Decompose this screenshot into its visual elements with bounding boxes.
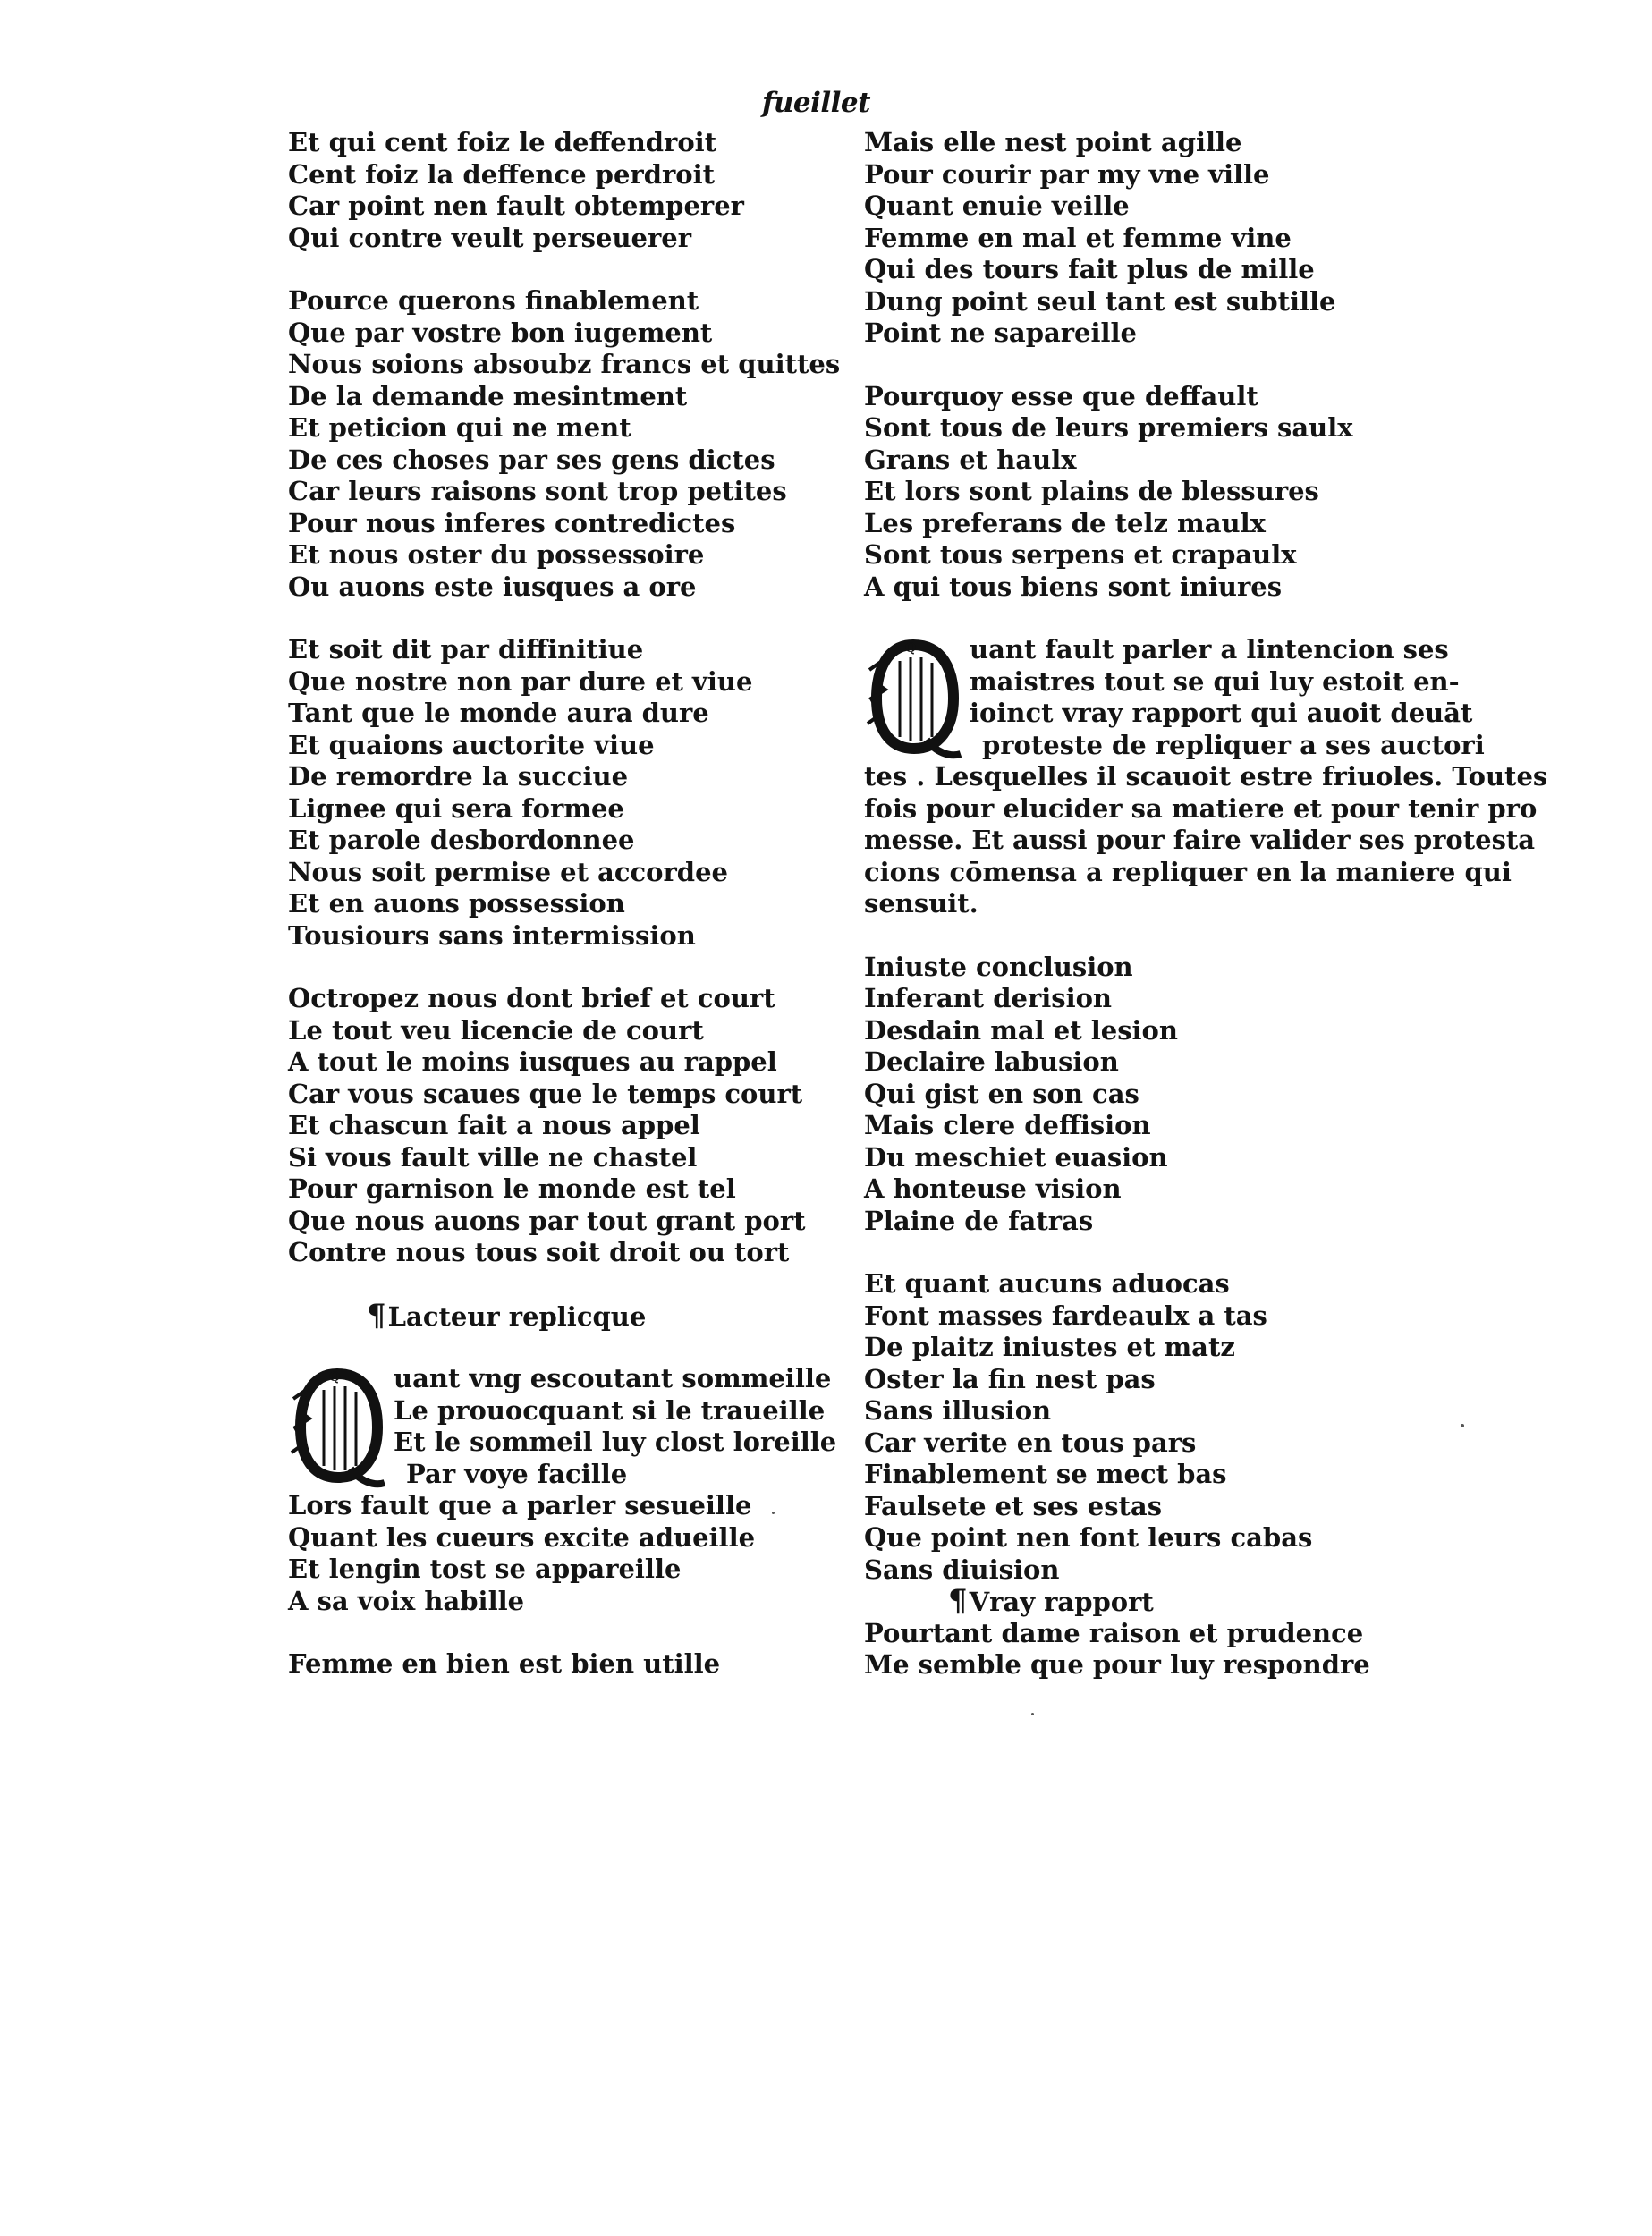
verse-line: Tousiours sans intermission (288, 919, 696, 951)
verse-line: Et lors sont plains de blessures (864, 476, 1319, 506)
verse-line: Et soit dit par diffinitiue (288, 634, 644, 665)
verse-line: Car point nen fault obtemperer (288, 191, 744, 221)
verse-line: Le prouocquant si le traueille (394, 1394, 826, 1426)
running-head: fueillet (762, 87, 870, 119)
stanza (288, 634, 825, 952)
decorated-initial (288, 1363, 388, 1490)
verse-line: Et en auons possession (288, 888, 625, 919)
section-heading-text: Vray rapport (969, 1587, 1154, 1617)
verse-line: Que par vostre bon iugement (288, 317, 713, 348)
prose-line: maistres tout se qui luy estoit en- (970, 665, 1460, 697)
prose-line: ioinct vray rapport qui auoit deuāt (970, 698, 1473, 728)
verse-line: Quant enuie veille (864, 191, 1130, 221)
verse-line: Sans diuision (864, 1554, 1060, 1585)
decorated-initial (864, 634, 964, 761)
verse-line: Nous soit permise et accordee (288, 856, 728, 887)
verse-line: Pourtant dame raison et prudence (864, 1617, 1364, 1648)
section-heading-text: Lacteur replicque (387, 1300, 647, 1332)
verse-line: Octropez nous dont brief et court (288, 983, 775, 1013)
verse-line: Par voye facille (406, 1458, 628, 1489)
pilcrow-icon: ¶ (948, 1583, 968, 1619)
verse-line: Et parole desbordonnee (288, 825, 635, 855)
verse-line: Pour nous inferes contredictes (288, 507, 736, 538)
section-heading (288, 1297, 825, 1334)
verse-line: Sans illusion (864, 1395, 1052, 1426)
verse-line: Font masses fardeaulx a tas (864, 1300, 1267, 1331)
verse-line: Qui des tours fait plus de mille (864, 254, 1315, 284)
prose-line: proteste de repliquer a ses auctori (982, 729, 1485, 760)
verse-line: A honteuse vision (864, 1173, 1122, 1204)
verse-line: A tout le moins iusques au rappel (288, 1046, 777, 1077)
verse-line: Quant les cueurs excite adueille (288, 1521, 756, 1553)
stanza (288, 1490, 825, 1617)
verse-line: Inferant derision (864, 983, 1113, 1013)
stanza (864, 952, 1419, 1238)
verse-line: Iniuste conclusion (864, 951, 1133, 982)
verse-line: Mais elle nest point agille (864, 127, 1242, 157)
verse-line: Et lengin tost se appareille (288, 1554, 682, 1584)
verse-line: Sont tous serpens et crapaulx (864, 539, 1297, 570)
verse-line: Et chascun fait a nous appel (288, 1110, 700, 1140)
verse-line: Qui gist en son cas (864, 1078, 1139, 1109)
ink-speck (772, 1512, 775, 1514)
left-column (288, 127, 841, 1712)
right-column (864, 127, 1548, 1713)
initial-letter: Q (905, 641, 917, 656)
initial-letter: Q (329, 1370, 341, 1385)
verse-line: De la demande mesintment (288, 380, 688, 411)
verse-line: Et nous oster du possessoire (288, 539, 705, 570)
verse-line: Nous soions absoubz francs et quittes (288, 349, 841, 379)
verse-line: De ces choses par ses gens dictes (288, 444, 775, 475)
verse-line: Les preferans de telz maulx (864, 507, 1266, 538)
ink-speck (1461, 1424, 1464, 1427)
verse-line: Mais clere deffision (864, 1110, 1151, 1140)
verse-line: Dung point seul tant est subtille (864, 285, 1336, 317)
verse-line: uant vng escoutant sommeille (394, 1363, 832, 1393)
verse-line: Cent foiz la deffence perdroit (288, 158, 715, 190)
verse-line: Sont tous de leurs premiers saulx (864, 412, 1353, 443)
stanza (864, 381, 1419, 604)
verse-line: Femme en mal et femme vine (864, 222, 1292, 253)
verse-line: Lignee qui sera formee (288, 792, 624, 824)
verse-line: Et le sommeil luy clost loreille (394, 1427, 837, 1457)
prose-line: messe. Et aussi pour faire valider ses protesta (864, 825, 1536, 855)
verse-line: Pour courir par my vne ville (864, 158, 1270, 190)
verse-line: Ou auons este iusques a ore (288, 571, 697, 602)
verse-line: De remordre la succiue (288, 761, 629, 792)
verse-line: Si vous fault ville ne chastel (288, 1141, 698, 1173)
verse-line: Point ne sapareille (864, 318, 1138, 348)
verse-line: Du meschiet euasion (864, 1141, 1168, 1173)
prose-line: sensuit. (864, 888, 978, 919)
dropcap-block (864, 634, 1485, 761)
verse-line: Faulsete et ses estas (864, 1490, 1163, 1521)
verse-line: Car leurs raisons sont trop petites (288, 476, 787, 506)
verse-line: Femme en bien est bien utille (288, 1648, 721, 1679)
ink-speck (1031, 1713, 1034, 1715)
initial-letter-q-icon (864, 634, 964, 761)
stanza (864, 1268, 1419, 1586)
verse-line: Pourquoy esse que deffault (864, 380, 1258, 411)
stanza (288, 127, 825, 254)
verse-line: Finablement se mect bas (864, 1459, 1227, 1489)
verse-line: Le tout veu licencie de court (288, 1014, 704, 1046)
verse-line: Et qui cent foiz le deffendroit (288, 127, 717, 157)
verse-line: Qui contre veult perseuerer (288, 222, 691, 253)
verse-line: De plaitz iniustes et matz (864, 1332, 1235, 1362)
prose-line: cions cōmensa a repliquer en la maniere qui (864, 856, 1512, 887)
verse-line: Oster la fin nest pas (864, 1363, 1156, 1394)
prose-paragraph (864, 761, 1548, 920)
section-heading (864, 1583, 1419, 1619)
pilcrow-icon: ¶ (367, 1297, 386, 1334)
prose-line: fois pour elucider sa matiere et pour tenir pro (864, 792, 1538, 824)
verse-line: Lors fault que a parler sesueille (288, 1490, 752, 1520)
stanza (864, 1618, 1419, 1681)
prose-line: uant fault parler a lintencion ses (970, 634, 1449, 665)
verse-line: Car verite en tous pars (864, 1427, 1197, 1458)
verse-line: Que nous auons par tout grant port (288, 1205, 806, 1236)
verse-line: Plaine de fatras (864, 1205, 1094, 1236)
stanza (288, 285, 841, 603)
verse-line: Et quant aucuns aduocas (864, 1268, 1230, 1299)
verse-line: Grans et haulx (864, 444, 1077, 475)
verse-line: Que nostre non par dure et viue (288, 665, 753, 697)
verse-line: Pour garnison le monde est tel (288, 1173, 736, 1204)
verse-line: Contre nous tous soit droit ou tort (288, 1237, 790, 1267)
verse-line: A sa voix habille (288, 1585, 525, 1616)
stanza (288, 983, 825, 1269)
verse-line: Me semble que pour luy respondre (864, 1649, 1370, 1680)
verse-line: Car vous scaues que le temps court (288, 1078, 803, 1109)
stanza (864, 127, 1419, 350)
prose-line: tes . Lesquelles il scauoit estre friuoles. Toutes (864, 761, 1548, 792)
dropcap-block (288, 1363, 837, 1490)
initial-letter-q-icon (288, 1363, 388, 1490)
verse-line: Declaire labusion (864, 1046, 1119, 1077)
verse-line: Pource querons finablement (288, 285, 699, 316)
stanza (288, 1648, 825, 1681)
verse-line: Et peticion qui ne ment (288, 412, 631, 443)
verse-line: Et quaions auctorite viue (288, 729, 655, 760)
verse-line: Desdain mal et lesion (864, 1014, 1178, 1046)
verse-line: Que point nen font leurs cabas (864, 1522, 1313, 1553)
verse-line: Tant que le monde aura dure (288, 698, 709, 728)
verse-line: A qui tous biens sont iniures (864, 571, 1283, 602)
